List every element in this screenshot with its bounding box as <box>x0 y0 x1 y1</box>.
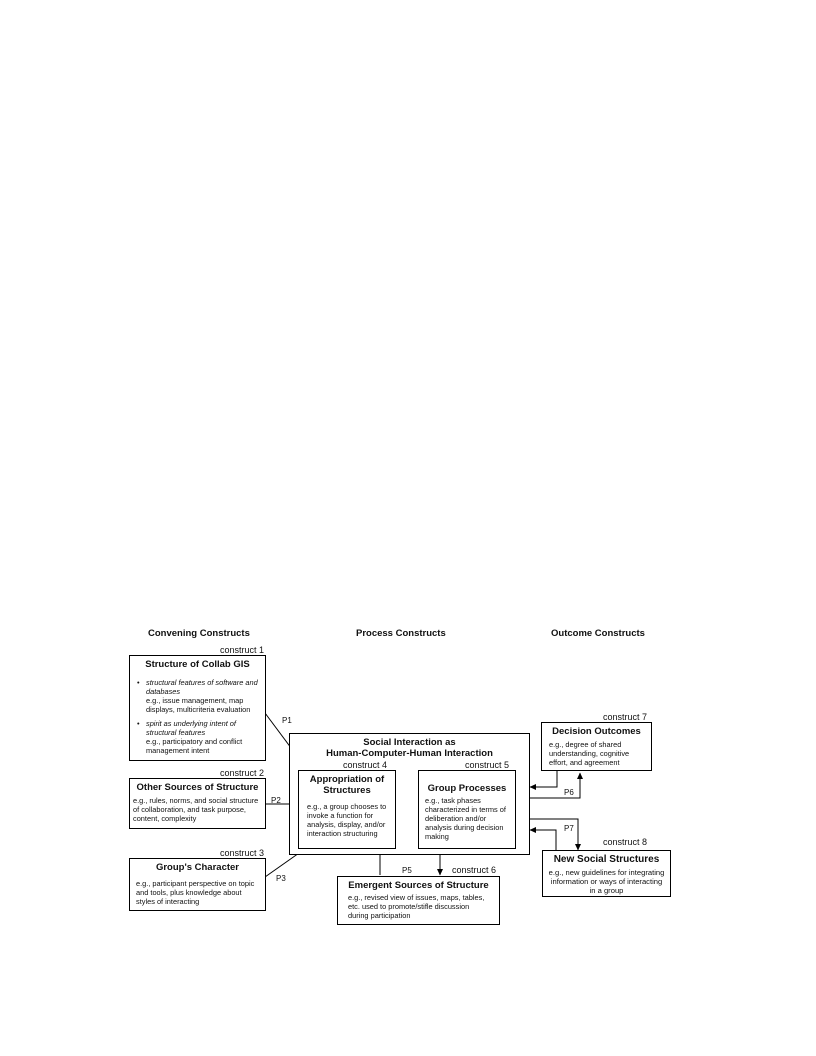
path-label-p5: P5 <box>402 866 412 875</box>
path-label-p6: P6 <box>564 788 574 797</box>
path-label-p1: P1 <box>282 716 292 725</box>
construct-4-text: e.g., a group chooses to invoke a function for analysis, display, and/or interaction structuring <box>307 802 387 838</box>
construct-4-box <box>298 770 396 849</box>
construct-8-label: construct 8 <box>603 837 648 847</box>
process-constructs-header: Process Constructs <box>356 628 446 639</box>
construct-4-label: construct 4 <box>343 760 388 770</box>
outcome-constructs-header: Outcome Constructs <box>551 628 645 639</box>
construct-7-text: e.g., degree of shared understanding, cognitive effort, and agreement <box>549 740 630 767</box>
construct-7-label: construct 7 <box>603 712 648 722</box>
construct-5-text: e.g., task phases characterized in terms of deliberation and/or analysis during decision making <box>425 796 506 841</box>
bullet-icon: • <box>137 719 140 728</box>
construct-1-bullet-1-text: e.g., issue management, map displays, multicriteria evaluation <box>146 696 251 714</box>
construct-2-title: Other Sources of Structure <box>136 782 259 793</box>
construct-8-title: New Social Structures <box>553 854 660 865</box>
construct-3-title: Group's Character <box>155 862 240 873</box>
construct-2-box <box>129 778 266 829</box>
construct-1-bullet-2-italic: spirit as underlying intent of structural features <box>146 719 236 737</box>
construct-5-label: construct 5 <box>465 760 510 770</box>
construct-3-label: construct 3 <box>220 848 265 858</box>
construct-4-title-2: Structures <box>323 785 371 796</box>
construct-1-title: Structure of Collab GIS <box>145 659 250 670</box>
construct-3-box <box>129 858 266 911</box>
construct-7-box <box>541 722 652 771</box>
social-interaction-title-1: Social Interaction as <box>363 737 456 748</box>
construct-6-label: construct 6 <box>452 865 497 875</box>
path-label-p3: P3 <box>276 874 286 883</box>
construct-6-box <box>337 876 500 925</box>
construct-2-text: e.g., rules, norms, and social structure of collaboration, and task purpose, content, complexity <box>133 796 259 823</box>
construct-1-bullet-2 <box>136 719 259 755</box>
arrow-p7-back <box>530 830 556 850</box>
social-interaction-title-2: Human-Computer-Human Interaction <box>326 748 493 759</box>
construct-1-box <box>129 655 266 761</box>
path-label-p7: P7 <box>564 824 574 833</box>
convening-constructs-header: Convening Constructs <box>148 628 250 639</box>
construct-8-box <box>542 850 671 897</box>
bullet-icon: • <box>137 678 140 687</box>
construct-1-bullet-2-text: e.g., participatory and conflict management intent <box>146 737 243 755</box>
construct-6-text: e.g., revised view of issues, maps, tables, etc. used to promote/stifle discussion during participation <box>348 893 485 920</box>
construct-7-title: Decision Outcomes <box>552 726 641 737</box>
construct-6-title: Emergent Sources of Structure <box>348 880 489 891</box>
path-label-p2: P2 <box>271 796 281 805</box>
construct-8-text: e.g., new guidelines for integrating information or ways of interacting in a group <box>548 868 665 895</box>
construct-1-bullet-1-italic: structural features of software and databases <box>146 678 258 696</box>
construct-1-bullet-1 <box>136 678 259 714</box>
construct-2-label: construct 2 <box>220 768 265 778</box>
construct-5-title: Group Processes <box>427 783 507 794</box>
construct-1-label: construct 1 <box>220 645 265 655</box>
construct-3-text: e.g., participant perspective on topic and tools, plus knowledge about styles of interacting <box>136 879 255 906</box>
construct-5-box <box>418 770 516 849</box>
construct-4-title-1: Appropriation of <box>309 774 385 785</box>
arrow-p6-back <box>530 771 557 787</box>
